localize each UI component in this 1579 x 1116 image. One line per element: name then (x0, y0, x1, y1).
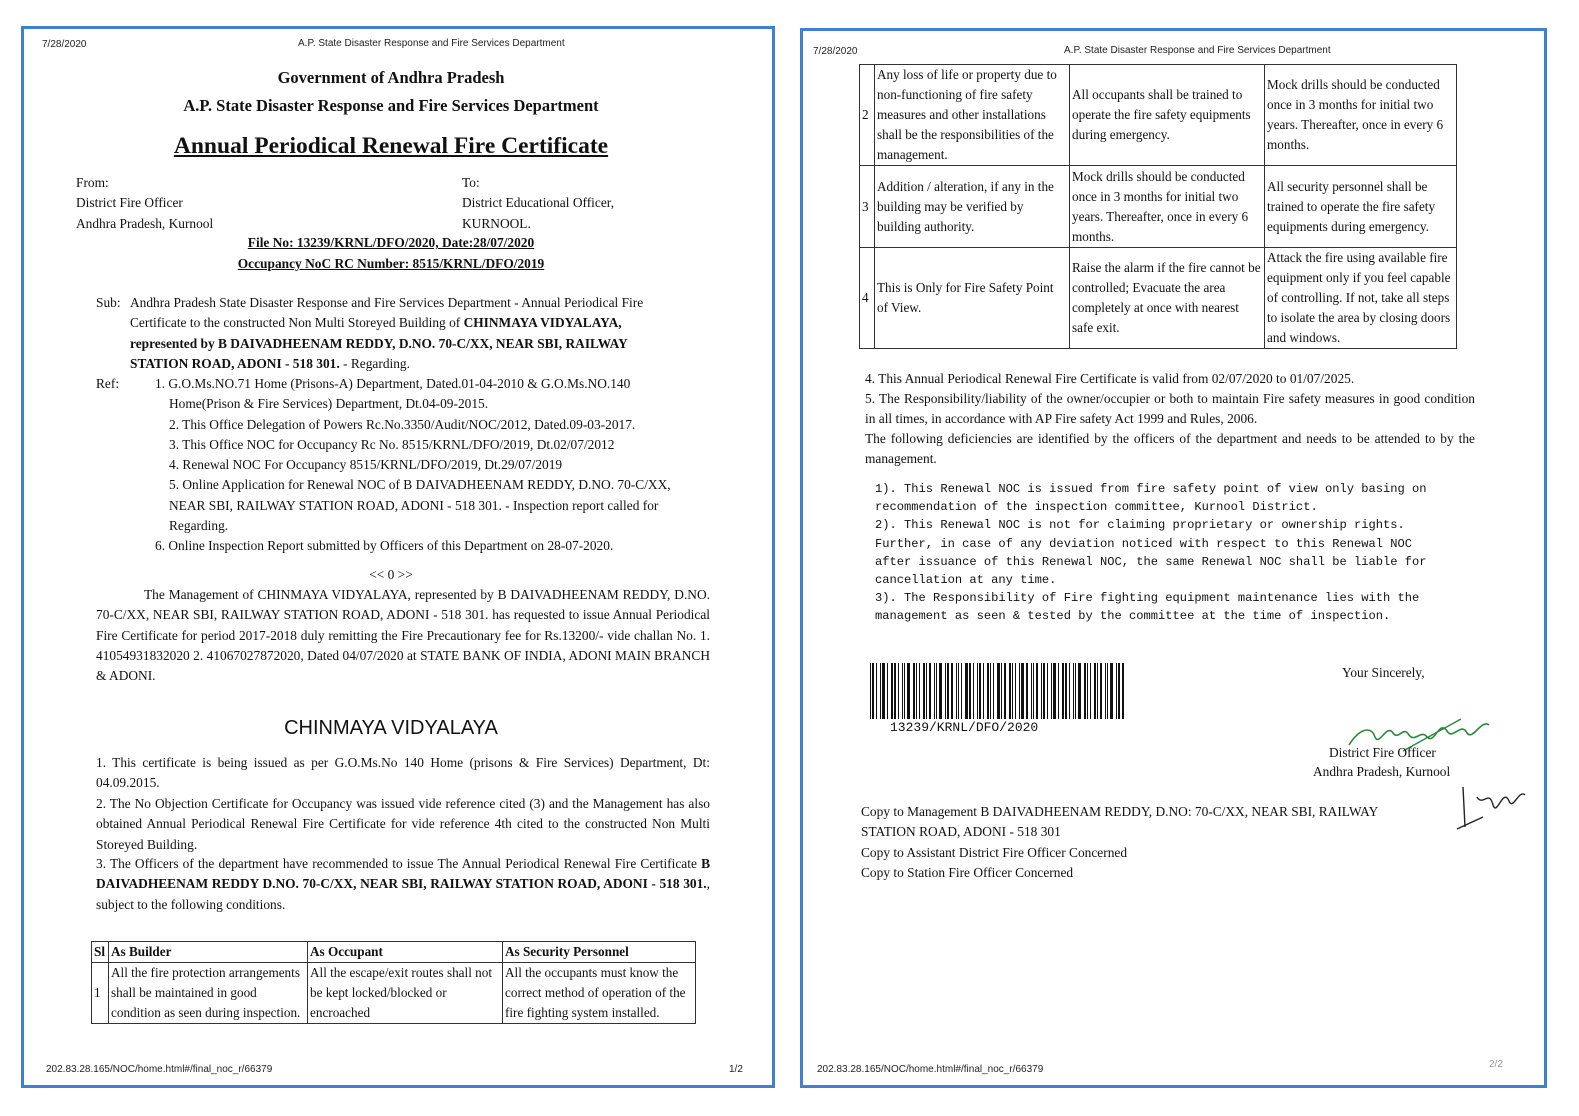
barcode-bar (916, 663, 917, 719)
from-block (76, 173, 213, 234)
barcode-bar (1012, 663, 1013, 719)
reference-4: 4. Renewal NOC For Occupancy 8515/KRNL/DFO/2019, Dt.29/07/2019 (169, 457, 563, 473)
file-barcode (870, 663, 1133, 719)
row-number: 1 (92, 963, 109, 1024)
barcode-bar (1033, 663, 1034, 719)
barcode-bar (1009, 663, 1011, 719)
copy-to-list (861, 802, 1481, 883)
deficiency-note-1: 1). This Renewal NOC is issued from fire safety point of view only basing on (875, 482, 1427, 496)
deficiency-note-2-cont-3: cancellation at any time. (875, 573, 1057, 588)
barcode-bar (1105, 663, 1106, 719)
footer-page-number: 1/2 (729, 1064, 743, 1075)
signatory-title: District Fire Officer (1329, 745, 1436, 760)
subject-line-2-text: Certificate to the constructed Non Multi Storeyed Building of (130, 315, 464, 331)
certificate-page-2 (800, 28, 1547, 1088)
barcode-bar (929, 663, 931, 719)
barcode-bar (990, 663, 991, 719)
separator-mark: << 0 >> (369, 567, 413, 582)
cell-occupant: All occupants shall be trained to operate the fire safety equipments during emergency. (1070, 65, 1265, 166)
deficiency-note-3: 3). The Responsibility of Fire fighting equipment maintenance lies with the (875, 591, 1420, 606)
table-row (92, 963, 696, 1024)
print-header-title: A.P. State Disaster Response and Fire Services Department (298, 38, 565, 49)
barcode-bar (973, 663, 974, 719)
barcode-bar (934, 663, 935, 719)
column-header-sl: Sl (92, 942, 109, 963)
barcode-bar (961, 663, 962, 719)
barcode-bar (945, 663, 946, 719)
cell-builder: Any loss of life or property due to non-functioning of fire safety measures and other installations shall be the responsibilities of the management. (875, 65, 1070, 166)
barcode-bar (936, 663, 937, 719)
cell-builder: All the fire protection arrangements shall be maintained in good condition as seen during inspection. (109, 963, 308, 1024)
barcode-bar (1110, 663, 1113, 719)
reference-list (155, 374, 725, 557)
cell-occupant: Raise the alarm if the fire cannot be controlled; Evacuate the area completely at once with nearest safe exit. (1070, 248, 1265, 349)
table-row (860, 248, 1457, 349)
barcode-bar (1090, 663, 1091, 719)
deficiency-intro: The following deficiencies are identified by the officers of the department and needs to be attended to by the management. (865, 431, 1475, 467)
signatory-place: Andhra Pradesh, Kurnool (1313, 764, 1451, 779)
barcode-bar (1122, 663, 1124, 719)
barcode-bar (1116, 663, 1117, 719)
barcode-bar (1075, 663, 1076, 719)
barcode-bar (894, 663, 896, 719)
barcode-bar (907, 663, 910, 719)
print-header-title: A.P. State Disaster Response and Fire Services Department (1064, 45, 1331, 56)
reference-6: 6. Online Inspection Report submitted by Officers of this Department on 28-07-2020. (155, 538, 614, 554)
reference-5-cont-2: Regarding. (169, 518, 229, 534)
column-header-occupant: As Occupant (308, 942, 503, 963)
barcode-bar (1051, 663, 1052, 719)
to-label: To: (462, 175, 480, 190)
footer-url: 202.83.28.165/NOC/home.html#/final_noc_r/66379 (46, 1064, 273, 1075)
file-number: File No: 13239/KRNL/DFO/2020, Date:28/07/2020 (247, 235, 535, 250)
barcode-bar (923, 663, 925, 719)
subject-text (130, 293, 720, 374)
subject-address-end: STATION ROAD, ADONI - 518 301. (130, 355, 340, 371)
reference-5-cont: NEAR SBI, RAILWAY STATION ROAD, ADONI - 518 301. - Inspection report called for (169, 497, 659, 513)
barcode-bar (969, 663, 971, 719)
footer-page-number: 2/2 (1489, 1059, 1503, 1070)
barcode-bar (947, 663, 949, 719)
barcode-bar (902, 663, 903, 719)
condition-point-3-text: 3. The Officers of the department have recommended to issue The Annual Periodical Renewal Fire Certificate (96, 856, 702, 871)
to-block (462, 173, 614, 234)
print-date: 7/28/2020 (42, 39, 87, 50)
cell-security: Attack the fire using available fire equipment only if you feel capable of controlling. If not, take all steps to isolate the area by closing doors and windows. (1265, 248, 1457, 349)
barcode-bar (951, 663, 953, 719)
barcode-bar (872, 663, 874, 719)
copy-to-management: Copy to Management B DAIVADHEENAM REDDY, D.NO: 70-C/XX, NEAR SBI, RAILWAY (861, 804, 1379, 819)
row-number: 2 (860, 65, 875, 166)
occupancy-noc-number: Occupancy NoC RC Number: 8515/KRNL/DFO/2019 (237, 256, 545, 271)
cell-builder: Addition / alteration, if any in the building may be verified by building authority. (875, 166, 1070, 248)
condition-point-3-applicant: B DAIVADHEENAM REDDY D.NO. 70-C/XX, NEAR SBI, RAILWAY STATION ROAD, ADONI - 518 301. (96, 856, 710, 892)
condition-point-1: 1. This certificate is being issued as per G.O.Ms.No 140 Home (prisons & Fire Services) Department, Dt: 04.09.2015. (96, 755, 710, 791)
barcode-bar (898, 663, 899, 719)
conditions-table-continued (859, 64, 1457, 349)
barcode-bar (1087, 663, 1088, 719)
table-header-row (92, 942, 696, 963)
barcode-bar (997, 663, 1000, 719)
barcode-bar (1097, 663, 1098, 719)
subject-line-3: represented by B DAIVADHEENAM REDDY, D.NO. 70-C/XX, NEAR SBI, RAILWAY (130, 335, 628, 351)
deficiency-note-2-cont: Further, in case of any deviation noticed with respect to this Renewal NOC (875, 536, 1413, 551)
barcode-bar (870, 663, 871, 719)
subject-label: Sub: (96, 295, 121, 310)
conditions-table (91, 941, 696, 1024)
closing-salutation: Your Sincerely, (1342, 665, 1425, 680)
barcode-bar (1019, 663, 1020, 719)
cell-occupant: Mock drills should be conducted once in 3 months for initial two years. Thereafter, once in every 6 months. (1070, 166, 1265, 248)
barcode-bar (1021, 663, 1024, 719)
barcode-bar (993, 663, 994, 719)
barcode-bar (1073, 663, 1074, 719)
to-line-2: KURNOOL. (462, 215, 531, 231)
print-date: 7/28/2020 (813, 46, 858, 57)
barcode-bar (919, 663, 920, 719)
government-title: Government of Andhra Pradesh (277, 68, 505, 87)
barcode-bar (926, 663, 927, 719)
barcode-bar (1118, 663, 1120, 719)
barcode-bar (1107, 663, 1108, 719)
subject-line-1: Andhra Pradesh State Disaster Response and Fire Services Department - Annual Periodical Fire (130, 295, 644, 310)
row-number: 4 (860, 248, 875, 349)
barcode-bar (1026, 663, 1028, 719)
barcode-bar (891, 663, 893, 719)
copy-to-station-officer: Copy to Station Fire Officer Concerned (861, 864, 1074, 880)
deficiency-note-1-cont: recommendation of the inspection committee, Kurnool District. (875, 500, 1318, 515)
from-line-1: District Fire Officer (76, 195, 183, 211)
barcode-bar (1047, 663, 1048, 719)
subject-regarding: - Regarding. (339, 355, 410, 371)
barcode-bar (965, 663, 968, 719)
cell-security: All the occupants must know the correct method of operation of the fire fighting system installed. (503, 963, 696, 1024)
column-header-builder: As Builder (109, 942, 308, 963)
condition-point-3 (96, 854, 710, 915)
barcode-bar (882, 663, 885, 719)
cell-security: Mock drills should be conducted once in 3 months for initial two years. Thereafter, once in every 6 months. (1265, 65, 1457, 166)
department-title: A.P. State Disaster Response and Fire Services Department (183, 96, 599, 115)
condition-point-2: 2. The No Objection Certificate for Occupancy was issued vide reference cited (3) and the Management has also obtained Annual Periodical Renewal Fire Certificate for vide reference 4th cited to the constructed Non Multi Storeyed Building. (96, 796, 710, 852)
barcode-bar (1053, 663, 1056, 719)
responsibility-point: 5. The Responsibility/liability of the owner/occupier or both to maintain Fire safety measures in good condition in all times, in accordance with AP Fire safety Act 1999 and Rules, 2006. (865, 391, 1475, 427)
subject-line-2 (130, 313, 720, 333)
barcode-bar (979, 663, 981, 719)
deficiency-note-3-cont: management as seen & tested by the committee at the time of inspection. (875, 609, 1391, 624)
school-name-heading: CHINMAYA VIDYALAYA (284, 717, 498, 739)
certificate-page-1 (21, 26, 775, 1088)
barcode-bar (904, 663, 905, 719)
barcode-bar (1036, 663, 1038, 719)
deficiency-notes (875, 480, 1427, 626)
barcode-bar (1004, 663, 1006, 719)
validity-point: 4. This Annual Periodical Renewal Fire Certificate is valid from 02/07/2020 to 01/07/2025. (865, 371, 1355, 386)
barcode-bar (1062, 663, 1064, 719)
barcode-bar (958, 663, 959, 719)
barcode-bar (956, 663, 957, 719)
column-header-security: As Security Personnel (503, 942, 696, 963)
barcode-bar (939, 663, 942, 719)
reference-label: Ref: (96, 376, 120, 391)
reference-2: 2. This Office Delegation of Powers Rc.No.3350/Audit/NOC/2012, Dated.09-03-2017. (169, 416, 636, 432)
from-label: From: (76, 175, 109, 190)
reference-1-cont: Home(Prison & Fire Services) Department, Dt.04-09-2015. (169, 396, 489, 412)
barcode-bar (1058, 663, 1059, 719)
reference-5: 5. Online Application for Renewal NOC of B DAIVADHEENAM REDDY, D.NO. 70-C/XX, (169, 477, 671, 493)
barcode-bar (987, 663, 989, 719)
barcode-bar (1043, 663, 1045, 719)
copy-to-management-cont: STATION ROAD, ADONI - 518 301 (861, 824, 1061, 840)
to-line-1: District Educational Officer, (462, 195, 615, 211)
deficiency-note-2: 2). This Renewal NOC is not for claiming proprietary or ownership rights. (875, 518, 1405, 533)
table-row (860, 65, 1457, 166)
reference-1: 1. G.O.Ms.NO.71 Home (Prisons-A) Department, Dated.01-04-2010 & G.O.Ms.NO.140 (155, 376, 631, 391)
barcode-bar (1041, 663, 1042, 719)
barcode-bar (887, 663, 888, 719)
barcode-bar (1078, 663, 1081, 719)
barcode-bar (1069, 663, 1070, 719)
barcode-bar (1100, 663, 1102, 719)
cell-occupant: All the escape/exit routes shall not be kept locked/blocked or encroached (308, 963, 503, 1024)
barcode-bar (880, 663, 881, 719)
subject-school-name: CHINMAYA VIDYALAYA, (463, 315, 622, 331)
barcode-bar (1015, 663, 1016, 719)
barcode-bar (1094, 663, 1096, 719)
barcode-bar (1031, 663, 1032, 719)
condition-point-3-end: , subject to the following conditions. (96, 876, 710, 912)
cell-builder: This is Only for Fire Safety Point of View. (875, 248, 1070, 349)
barcode-bar (1084, 663, 1086, 719)
table-row (860, 166, 1457, 248)
reference-3: 3. This Office NOC for Occupancy Rc No. 8515/KRNL/DFO/2019, Dt.02/07/2012 (169, 436, 615, 452)
cell-security: All security personnel shall be trained to operate the fire safety equipments during emergency. (1265, 166, 1457, 248)
barcode-bar (983, 663, 984, 719)
copy-to-assistant-dfo: Copy to Assistant District Fire Officer Concerned (861, 844, 1128, 860)
deficiency-note-2-cont-2: after issuance of this Renewal NOC, the same Renewal NOC shall be liable for (875, 554, 1427, 569)
barcode-bar (876, 663, 877, 719)
management-request-paragraph: The Management of CHINMAYA VIDYALAYA, represented by B DAIVADHEENAM REDDY, D.NO. 70-C/XX, NEAR SBI, RAILWAY STATION ROAD, ADONI - 518 301. has requested to issue Annual Periodical Fire Certificate for period 2017-2018 duly remitting the Fire Precautionary fee for Rs.13200/- vide challan No. 1. 41054931832020 2. 41067027872020, Dated 04/07/2020 at STATE BANK OF INDIA, ADONI MAIN BRANCH & ADONI. (96, 587, 710, 684)
subject-line-4 (130, 354, 720, 374)
row-number: 3 (860, 166, 875, 248)
certificate-title: Annual Periodical Renewal Fire Certificate (173, 133, 609, 159)
footer-url: 202.83.28.165/NOC/home.html#/final_noc_r/66379 (817, 1064, 1044, 1075)
barcode-bar (1001, 663, 1002, 719)
barcode-bar (1065, 663, 1067, 719)
barcode-bar (977, 663, 978, 719)
barcode-text: 13239/KRNL/DFO/2020 (890, 720, 1039, 735)
barcode-bar (913, 663, 915, 719)
from-line-2: Andhra Pradesh, Kurnool (76, 215, 214, 231)
